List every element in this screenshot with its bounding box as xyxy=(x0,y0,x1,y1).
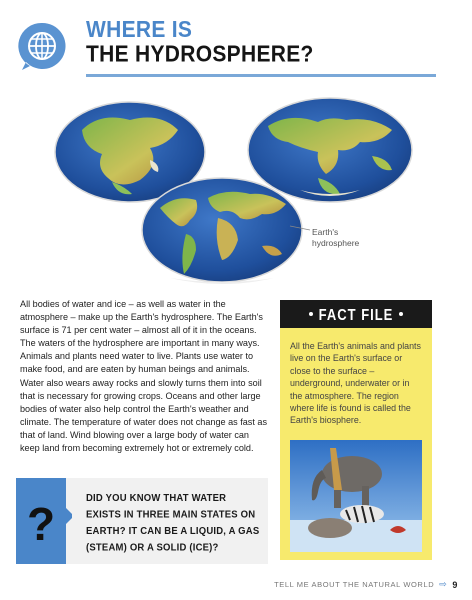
question-mark-icon xyxy=(16,478,72,564)
page-title xyxy=(86,18,314,66)
animals-photo xyxy=(290,440,422,552)
page-number: 9 xyxy=(452,579,458,590)
arrow-right-icon: ⇨ xyxy=(439,579,448,589)
fact-file-text: All the Earth's animals and plants live on the Earth's surface or close to the surface – underground, underwater or in the atmosphere. The region where life is found is called the Earth's biosphere. xyxy=(290,341,421,426)
fact-file-heading: FACT FILE xyxy=(318,305,394,323)
map-caption xyxy=(312,227,382,248)
globe-icon xyxy=(16,20,68,72)
map-caption-line1: Earth's xyxy=(312,227,339,237)
map-caption-line2: hydrosphere xyxy=(312,237,360,248)
world-maps-illustration xyxy=(0,90,472,290)
svg-text:?: ? xyxy=(26,498,56,550)
bullet-dot-right xyxy=(399,312,403,316)
page-title-line1: WHERE IS xyxy=(86,16,193,43)
page-footer xyxy=(274,579,458,590)
page-title-line2: THE HYDROSPHERE? xyxy=(86,41,314,68)
fact-file-header xyxy=(280,300,432,328)
did-you-know-box xyxy=(18,478,268,564)
series-title: TELL ME ABOUT THE NATURAL WORLD xyxy=(274,580,435,589)
title-underline xyxy=(86,74,436,77)
bullet-dot-left xyxy=(309,312,313,316)
fact-file-box xyxy=(280,328,432,560)
map-ancient-right xyxy=(248,98,412,202)
elephant-shape xyxy=(322,456,382,492)
map-modern-center xyxy=(142,178,302,284)
did-you-know-text: DID YOU KNOW THAT WATER EXISTS IN THREE MAIN STATES ON EARTH? IT CAN BE A LIQUID, A GAS (STEAM) OR A SOLID (ICE)? xyxy=(86,492,260,554)
globe-badge xyxy=(16,20,68,72)
body-paragraph: All bodies of water and ice – as well as water in the atmosphere – make up the Earth's hydrosphere. The Earth's surface is 71 per cent water – almost all of it in the oceans. The waters of the hydrosphere are important in many ways. Animals and plants need water to live. Plants use water to make food, and are eaten by human beings and animals. Water also wears away rocks and slowly turns them into soil that is necessary for growing crops. Oceans and other large bodies of water also help control the Earth's weather and climate. The temperature of water does not change as fast as that of land. Wind blowing over a large body of water can keep land from becoming extremely hot or extremely cold. xyxy=(20,299,268,454)
